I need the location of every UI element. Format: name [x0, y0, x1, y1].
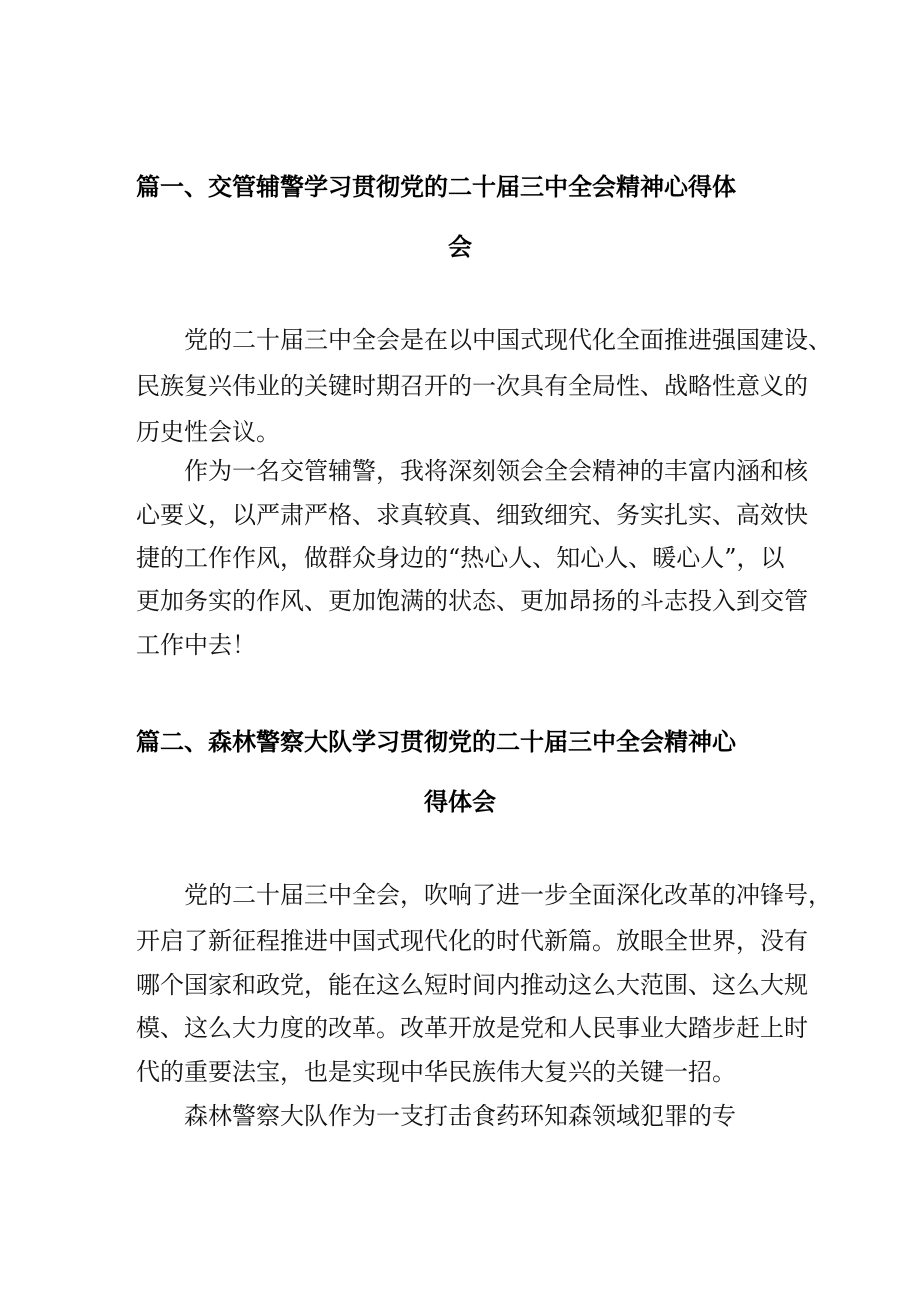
section2-paragraph1-line2: 开启了新征程推进中国式现代化的时代新篇。放眼全世界，没有	[136, 927, 808, 955]
section1-title-line1: 篇一、交管辅警学习贯彻党的二十届三中全会精神心得体	[136, 173, 736, 201]
section1-paragraph1-line2: 民族复兴伟业的关键时期召开的一次具有全局性、战略性意义的	[136, 372, 808, 400]
section1-paragraph1-line1: 党的二十届三中全会是在以中国式现代化全面推进强国建设、	[184, 326, 832, 354]
section1-paragraph2-line1: 作为一名交管辅警，我将深刻领会全会精神的丰富内涵和核	[184, 457, 808, 485]
section1-paragraph2-line3: 捷的工作作风，做群众身边的“热心人、知心人、暖心人”，以	[136, 544, 785, 572]
section2-paragraph1-line3: 哪个国家和政党，能在这么短时间内推动这么大范围、这么大规	[136, 971, 808, 999]
section2-paragraph2-line1: 森林警察大队作为一支打击食药环知森领域犯罪的专	[184, 1102, 736, 1130]
section1-paragraph2-line4: 更加务实的作风、更加饱满的状态、更加昂扬的斗志投入到交管	[136, 587, 808, 615]
section2-paragraph1-line1: 党的二十届三中全会，吹响了进一步全面深化改革的冲锋号，	[184, 881, 832, 909]
section1-paragraph2-line5: 工作中去！	[136, 631, 256, 659]
section2-title-line1: 篇二、森林警察大队学习贯彻党的二十届三中全会精神心	[136, 728, 736, 756]
section2-paragraph1-line4: 模、这么大力度的改革。改革开放是党和人民事业大踏步赶上时	[136, 1014, 808, 1042]
section2-paragraph1-line5: 代的重要法宝，也是实现中华民族伟大复兴的关键一招。	[136, 1058, 736, 1086]
section1-paragraph1-line3: 历史性会议。	[136, 418, 280, 446]
section1-title-line2: 会	[448, 233, 472, 261]
section2-title-line2: 得体会	[424, 788, 496, 816]
section1-paragraph2-line2: 心要义，以严肃严格、求真较真、细致细究、务实扎实、高效快	[136, 501, 808, 529]
